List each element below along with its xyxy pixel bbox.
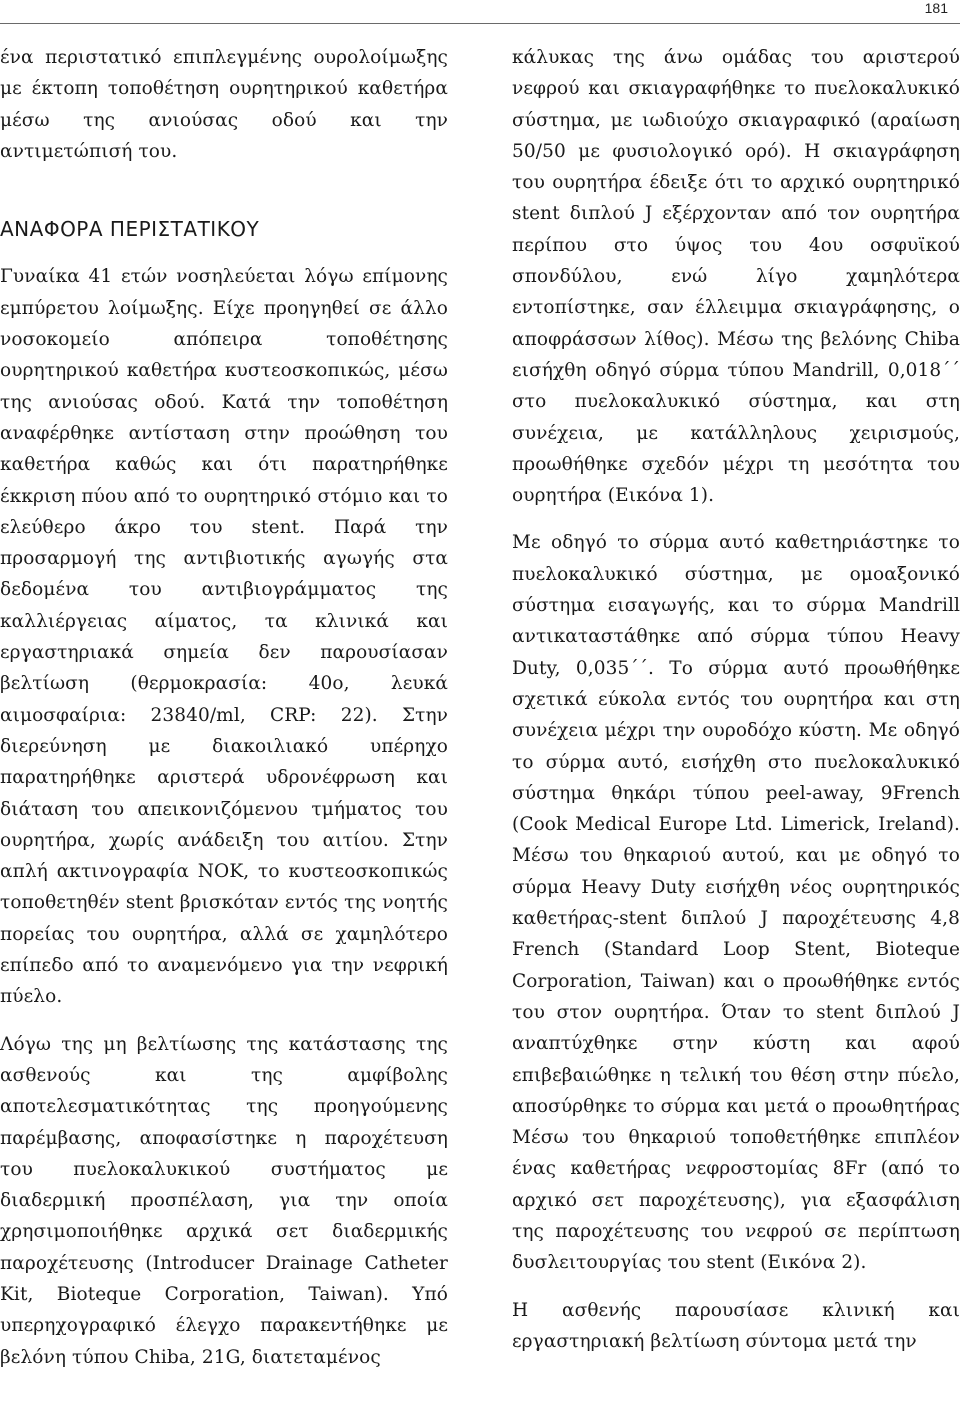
right-column: [512, 42, 960, 1357]
case-paragraph-1: Γυναίκα 41 ετών νοσηλεύεται λόγω επίμονης εμπύρετου λοίμωξης. Είχε προηγηθεί σε άλλο νοσοκομείο απόπειρα τοποθέτησης ουρητηρικού καθετήρα κυστεοσκοπικώς, μέσω της ανιούσας οδού. Κατά την τοποθέτηση αναφέρθηκε αντίσταση στην προώθηση του καθετήρα καθώς και ότι παρατηρήθηκε έκκριση πύου από το ουρητηρικό στόμιο και το ελεύθερο άκρο του stent. Παρά την προσαρμογή της αντιβιοτικής αγωγής στα δεδομένα του αντιβιογράμματος της καλλιέργειας αίματος, τα κλινικά και εργαστηριακά σημεία δεν παρουσίασαν βελτίωση (θερμοκρασία: 40ο, λευκά αιμοσφαίρια: 23840/ml, CRP: 22). Στην διερεύνηση με διακοιλιακό υπέρηχο παρατηρήθηκε αριστερά υδρονέφρωση και διάταση του απεικονιζόμενου τμήματος του ουρητήρα, χωρίς ανάδειξη του αιτίου. Στην απλή ακτινογραφία ΝΟΚ, το κυστεοσκοπικώς τοποθετηθέν stent βρισκόταν εντός της νοητής πορείας του ουρητήρα, αλλά σε χαμηλότερο επίπεδο από το αναμενόμενο για την νεφρική πύελο.: [0, 266, 448, 1008]
section-heading: ΑΝΑΦΟΡΑ ΠΕΡΙΣΤΑΤΙΚΟΥ: [0, 217, 260, 242]
procedure-paragraph-1: κάλυκας της άνω ομάδας του αριστερού νεφρού και σκιαγραφήθηκε το πυελοκαλυκικό σύστημα, με ιωδιούχο σκιαγραφικό (αραίωση 50/50 με φυσιολογικό ορό). Η σκιαγράφηση του ουρητήρα έδειξε ότι το αρχικό ουρητηρικό stent διπλού J εξέρχονταν από τον ουρητήρα περίπου στο ύψος του 4ου οσφυϊκού σπονδύλου, ενώ λίγο χαμηλότερα εντοπίστηκε, σαν έλλειμμα σκιαγράφησης, ο αποφράσσων λίθος). Μέσω της βελόνης Chiba εισήχθη οδηγό σύρμα τύπου Mandrill, 0,018΄΄ στο πυελοκαλυκικό σύστημα, και στη συνέχεια, με κατάλληλους χειρισμούς, προωθήθηκε σχεδόν μέχρι τη μεσότητα του ουρητήρα (Εικόνα 1).: [512, 47, 960, 507]
procedure-paragraph-2: Με οδηγό το σύρμα αυτό καθετηριάστηκε το πυελοκαλυκικό σύστημα, με ομοαξονικό σύστημα εισαγωγής, και το σύρμα Mandrill αντικαταστάθηκε από σύρμα τύπου Heavy Duty, 0,035΄΄. Το σύρμα αυτό προωθήθηκε σχετικά εύκολα εντός του ουρητήρα και στη συνέχεια μέχρι την ουροδόχο κύστη. Με οδηγό το σύρμα αυτό, εισήχθη στο πυελοκαλυκικό σύστημα θηκάρι τύπου peel-away, 9French (Cook Medical Europe Ltd. Limerick, Ireland). Μέσω του θηκαριού αυτού, και με οδηγό το σύρμα Heavy Duty εισήχθη νέος ουρητηρικός καθετήρας-stent διπλού J παροχέτευσης 4,8 French (Standard Loop Stent, Bioteque Corporation, Taiwan) και ο προωθήθηκε εντός του στον ουρητήρα. Όταν το stent διπλού J αναπτύχθηκε στην κύστη και αφού επιβεβαιώθηκε η τελική του θέση στην πύελο, αποσύρθηκε το σύρμα και μετά ο προωθητήρας Μέσω του θηκαριού τοποθετήθηκε επιπλέον ένας καθετήρας νεφροστομίας 8Fr (από το αρχικό σετ παροχέτευσης), για εξασφάλιση της παροχέτευσης του νεφρού σε περίπτωση δυσλειτουργίας του stent (Εικόνα 2).: [512, 532, 960, 1274]
intro-paragraph: ένα περιστατικό επιπλεγμένης ουρολοίμωξης με έκτοπη τοποθέτηση ουρητηρικού καθετήρα μέσω της ανιούσας οδού και την αντιμετώπισή του.: [0, 47, 448, 162]
case-paragraph-2: Λόγω της μη βελτίωσης της κατάστασης της ασθενούς και της αμφίβολης αποτελεσματικότητας της προηγούμενης παρέμβασης, αποφασίστηκε η παροχέτευση του πυελοκαλυκικού συστήματος με διαδερμική προσπέλαση, για την οποία χρησιμοποιήθηκε αρχικά σετ διαδερμικής παροχέτευσης (Introducer Drainage Catheter Kit, Bioteque Corporation, Taiwan). Υπό υπερηχογραφικό έλεγχο παρακεντήθηκε με βελόνη τύπου Chiba, 21G, διατεταμένος: [0, 1033, 448, 1368]
outcome-paragraph: Η ασθενής παρουσίασε κλινική και εργαστηριακή βελτίωση σύντομα μετά την: [512, 1299, 960, 1352]
left-column: [0, 42, 448, 1373]
page-number: 181: [924, 0, 948, 16]
blank-line: [0, 183, 448, 214]
header-rule: [0, 23, 960, 24]
